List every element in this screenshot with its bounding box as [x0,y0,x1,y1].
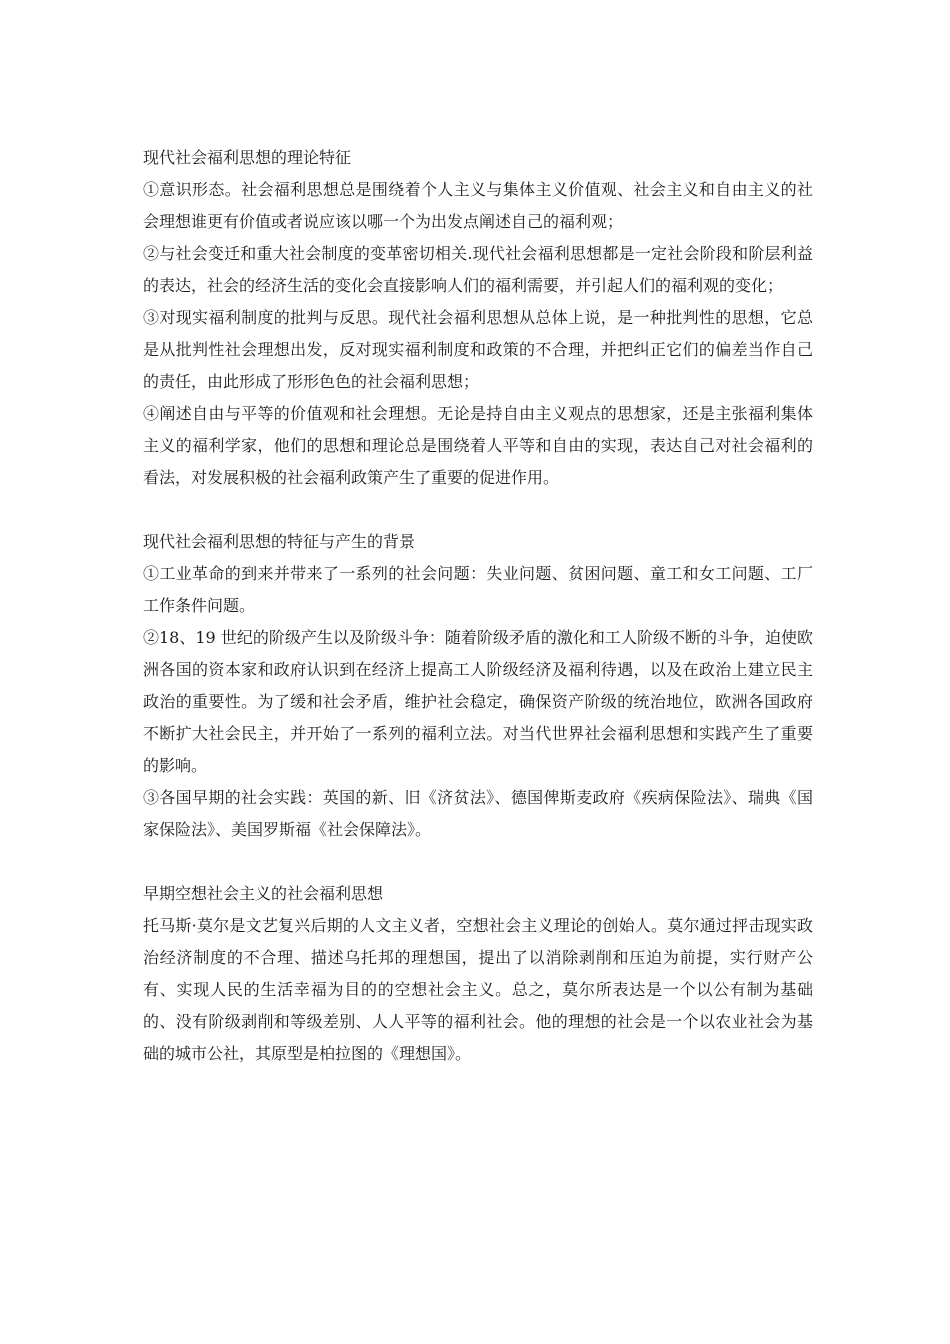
section-heading: 现代社会福利思想的特征与产生的背景 [143,532,416,551]
paragraph: 托马斯·莫尔是文艺复兴后期的人文主义者，空想社会主义理论的创始人。莫尔通过抨击现实政治经济制度的不合理、描述乌托邦的理想国，提出了以消除剥削和压迫为前提，实行财产公有、实现人民的生活幸福为目的的空想社会主义。总之，莫尔所表达是一个以公有制为基础的、没有阶级剥削和等级差别、人人平等的福利社会。他的理想的社会是一个以农业社会为基础的城市公社，其原型是柏拉图的《理想国》。 [143,916,813,1063]
section-heading: 早期空想社会主义的社会福利思想 [143,884,384,903]
section-theory-features [143,142,813,494]
paragraph: ③对现实福利制度的批判与反思。现代社会福利思想从总体上说，是一种批判性的思想，它总是从批判性社会理想出发，反对现实福利制度和政策的不合理，并把纠正它们的偏差当作自己的责任，由此形成了形形色色的社会福利思想； [143,308,813,391]
section-heading: 现代社会福利思想的理论特征 [143,148,352,167]
document-page [143,142,813,1070]
section-utopian-socialism [143,878,813,1070]
paragraph: ②与社会变迁和重大社会制度的变革密切相关.现代社会福利思想都是一定社会阶段和阶层利益的表达，社会的经济生活的变化会直接影响人们的福利需要，并引起人们的福利观的变化； [143,244,813,295]
paragraph: ④阐述自由与平等的价值观和社会理想。无论是持自由主义观点的思想家，还是主张福利集体主义的福利学家，他们的思想和理论总是围绕着人平等和自由的实现，表达自己对社会福利的看法，对发展积极的社会福利政策产生了重要的促进作用。 [143,404,813,487]
paragraph: ②18、19 世纪的阶级产生以及阶级斗争：随着阶级矛盾的激化和工人阶级不断的斗争，迫使欧洲各国的资本家和政府认识到在经济上提高工人阶级经济及福利待遇，以及在政治上建立民主政治的重要性。为了缓和社会矛盾，维护社会稳定，确保资产阶级的统治地位，欧洲各国政府不断扩大社会民主，并开始了一系列的福利立法。对当代世界社会福利思想和实践产生了重要的影响。 [143,628,813,775]
paragraph: ③各国早期的社会实践：英国的新、旧《济贫法》、德国俾斯麦政府《疾病保险法》、瑞典《国家保险法》、美国罗斯福《社会保障法》。 [143,788,813,839]
paragraph: ①意识形态。社会福利思想总是围绕着个人主义与集体主义价值观、社会主义和自由主义的社会理想谁更有价值或者说应该以哪一个为出发点阐述自己的福利观； [143,180,813,231]
section-features-background [143,526,813,846]
paragraph: ①工业革命的到来并带来了一系列的社会问题：失业问题、贫困问题、童工和女工问题、工厂工作条件问题。 [143,564,813,615]
